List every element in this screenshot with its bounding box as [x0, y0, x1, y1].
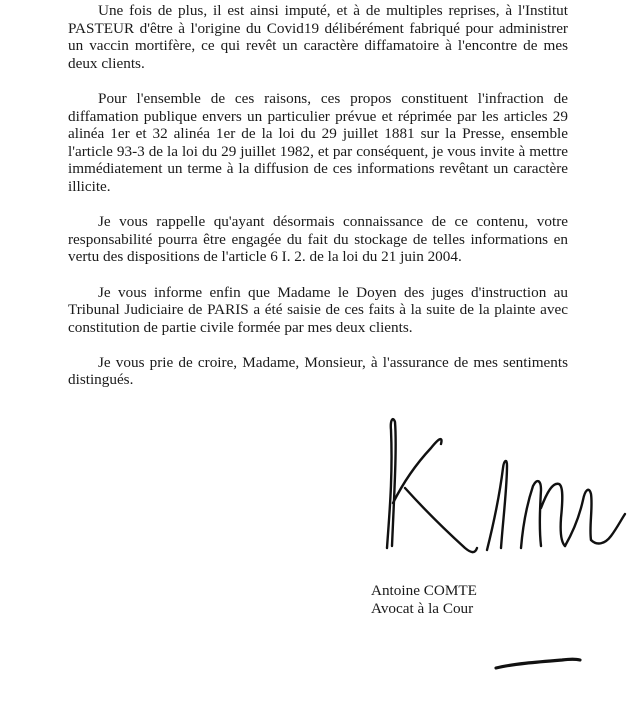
letter-body: [68, 2, 568, 407]
pen-stroke-mark: [492, 654, 582, 674]
paragraph-diffamation: Pour l'ensemble de ces raisons, ces propos constituent l'infraction de diffamation publique envers un particulier prévue et réprimée par les articles 29 alinéa 1er et 32 alinéa 1er de la loi du 29 juillet 1881 sur la Presse, ensemble l'article 93-3 de la loi du 29 juillet 1982, et par conséquent, je vous invite à mettre immédiatement un terme à la diffusion de ces informations revêtant un caractère illicite.: [68, 89, 568, 195]
handwritten-signature: [383, 408, 628, 558]
paragraph-plainte: Je vous informe enfin que Madame le Doyen des juges d'instruction au Tribunal Judiciaire de PARIS a été saisie de ces faits à la suite de la plainte avec constitution de partie civile formée par mes deux clients.: [68, 283, 568, 336]
paragraph-accusation: Une fois de plus, il est ainsi imputé, et à de multiples reprises, à l'Institut PASTEUR d'être à l'origine du Covid19 délibérément fabriqué pour administrer un vaccin mortifère, ce qui revêt un caractère diffamatoire à l'encontre de mes deux clients.: [68, 2, 568, 72]
paragraph-closing: Je vous prie de croire, Madame, Monsieur, à l'assurance de mes sentiments distingués.: [68, 353, 568, 389]
signer-block: [371, 582, 571, 617]
signer-title: Avocat à la Cour: [371, 599, 474, 617]
signer-name: Antoine COMTE: [371, 582, 477, 599]
paragraph-responsabilite: Je vous rappelle qu'ayant désormais connaissance de ce contenu, votre responsabilité pourra être engagée du fait du stockage de telles informations en vertu des dispositions de l'article 6 I. 2. de la loi du 21 juin 2004.: [68, 213, 568, 266]
